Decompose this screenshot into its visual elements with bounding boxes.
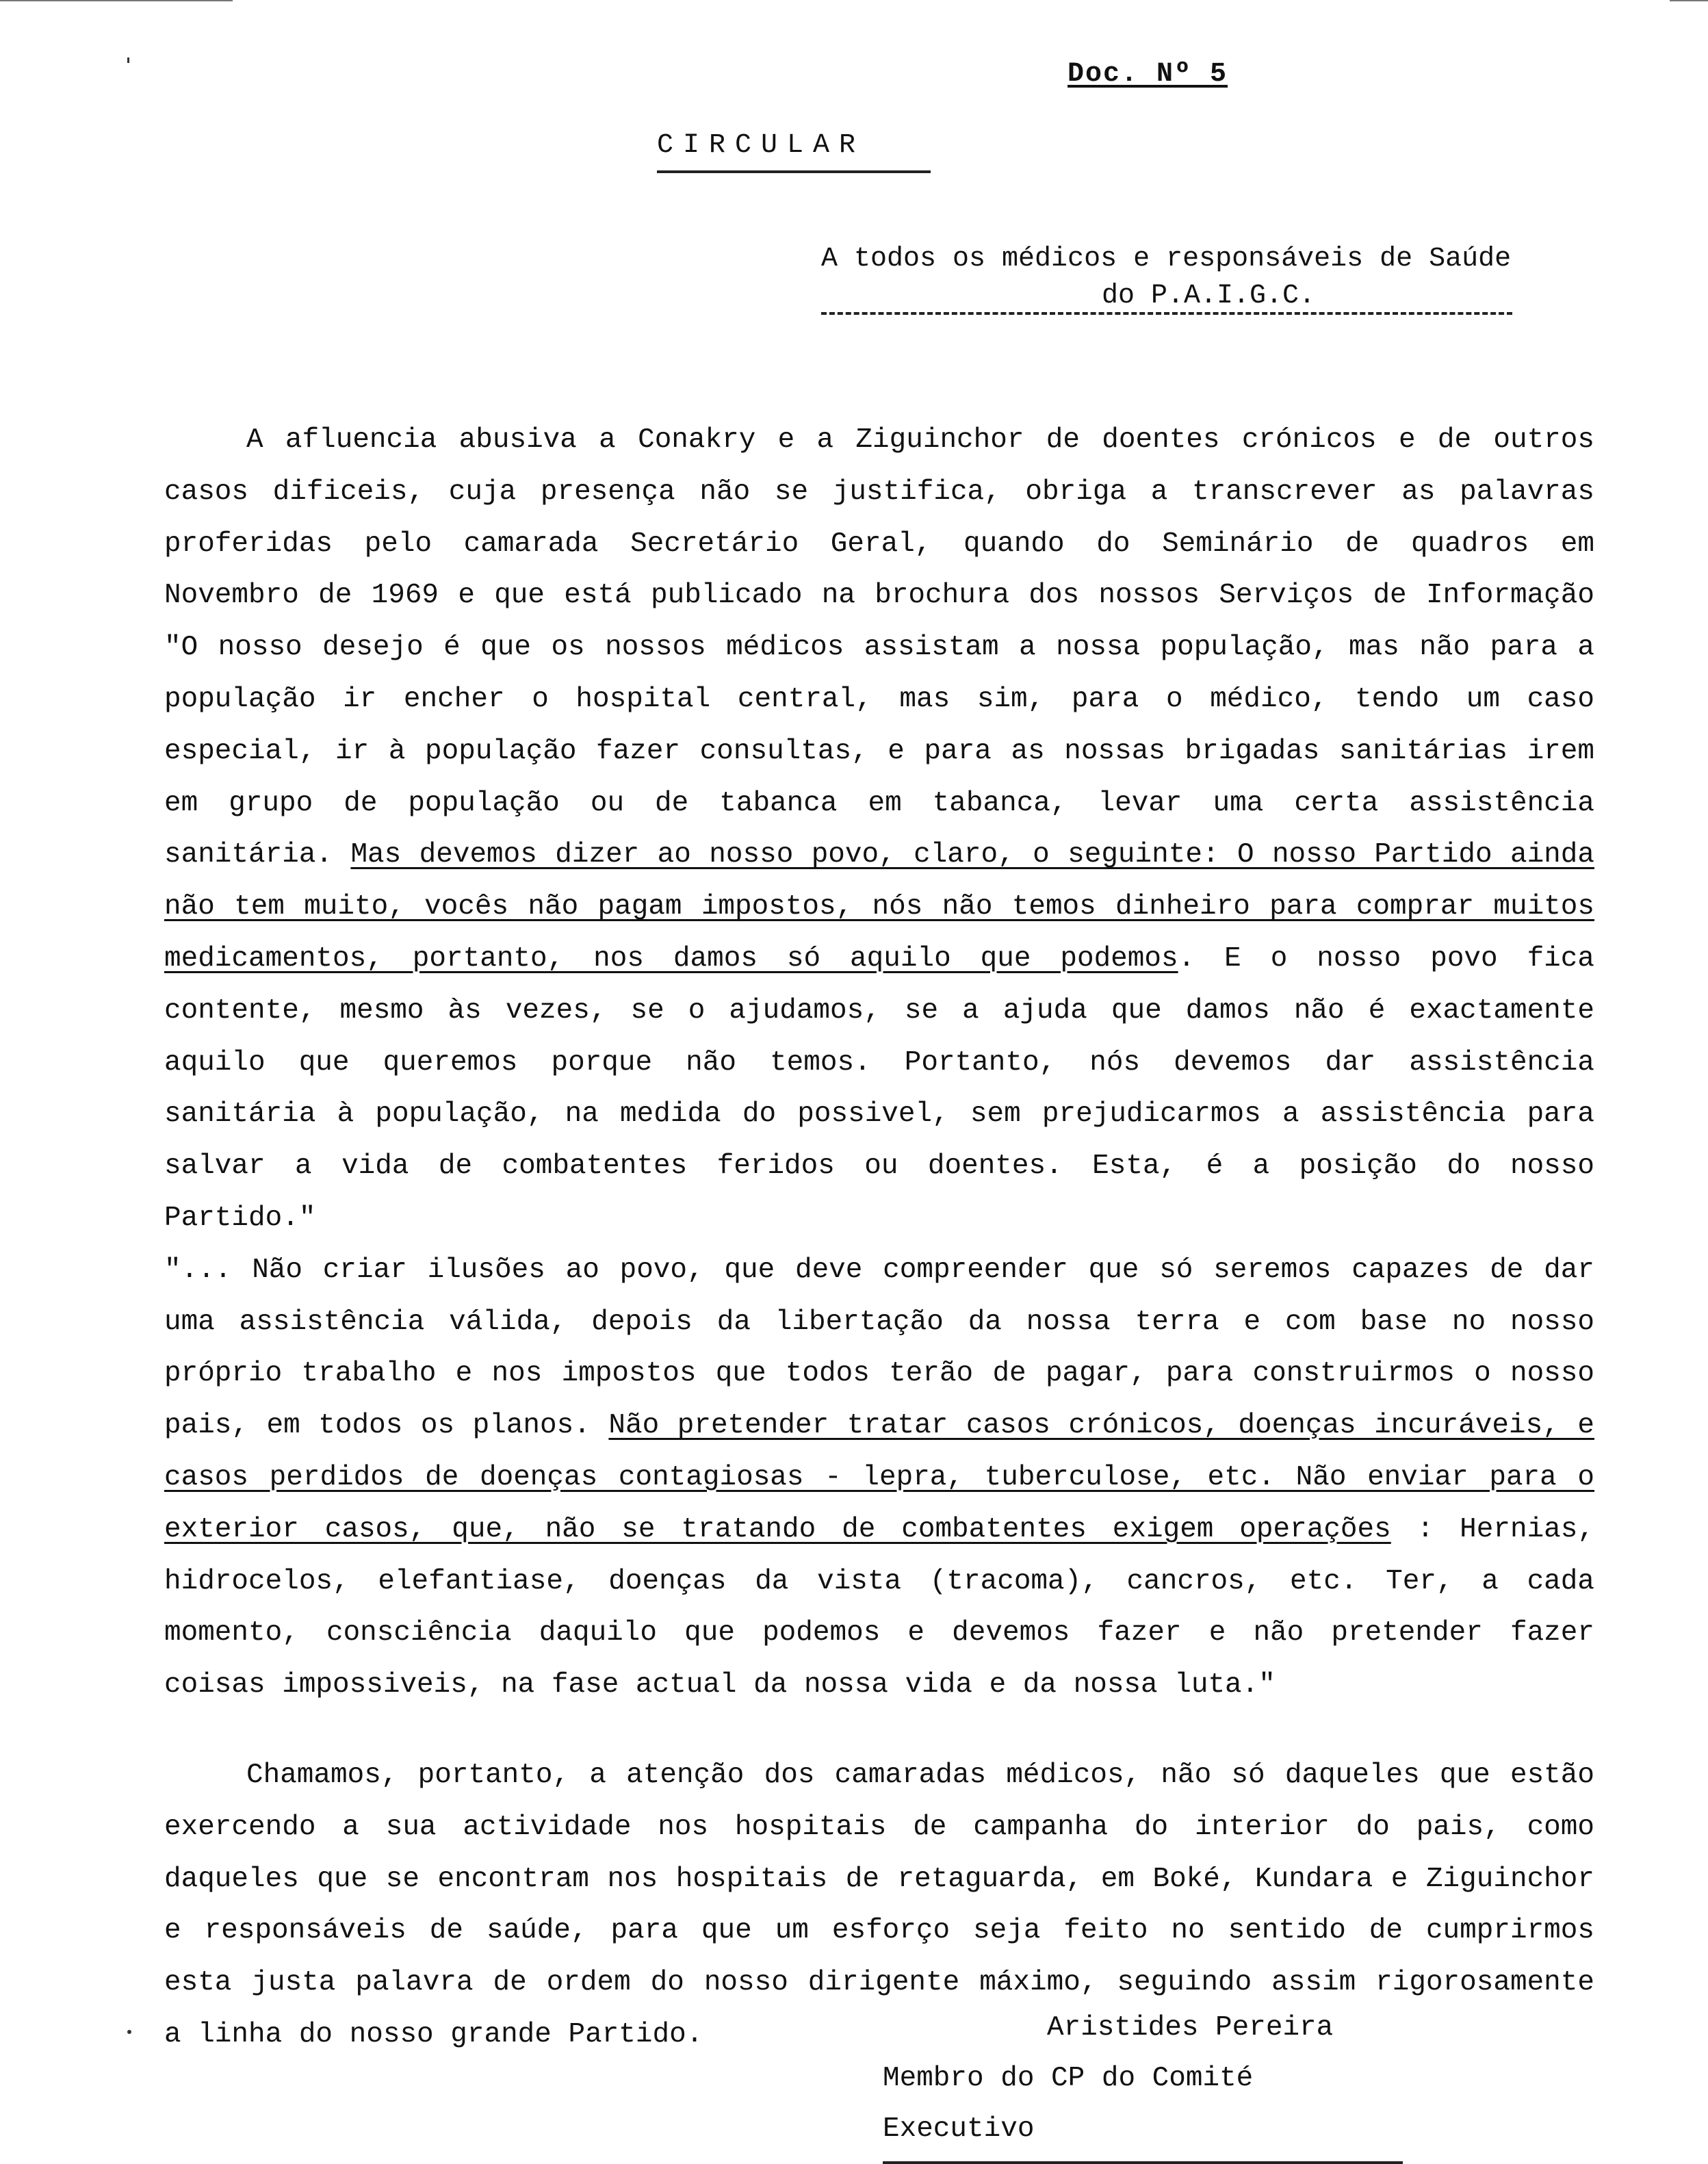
signature-block: [883, 2002, 1430, 2164]
scan-speck-top: [127, 57, 129, 63]
signatory-role: Membro do CP do Comité Executivo: [883, 2053, 1403, 2164]
scan-edge-line-left: [0, 0, 233, 1]
scan-edge-line-right: [1670, 0, 1708, 1]
paragraph-1: [164, 415, 1594, 1245]
recipient-block: [821, 241, 1512, 315]
paragraph-3: Chamamos, portanto, a atenção dos camaradas médicos, não só daqueles que estão exercendo a sua actividade nos hospitais de campanha do interior do pais, como daqueles que se encontram nos hospitais de retaguarda, em Boké, Kundara e Ziguinchor e responsáveis de saúde, para que um esforço seja feito no sentido de cumprirmos esta justa palavra de ordem do nosso dirigente máximo, seguindo assim rigorosamente a linha do nosso grande Partido.: [164, 1759, 1594, 2050]
recipient-line-1: A todos os médicos e responsáveis de Saúde: [821, 244, 1512, 274]
circular-body: [164, 415, 1594, 2061]
document-number: Doc. Nº 5: [1068, 59, 1228, 90]
paragraph-2: [164, 1245, 1594, 1712]
recipient-line-2: do P.A.I.G.C.: [1102, 281, 1316, 311]
scan-speck-bottom: [127, 2030, 131, 2034]
paragraph-1-text-a: A afluencia abusiva a Conakry e a Ziguinchor de doentes crónicos e de outros casos dificeis, cuja presença não se justifica, obriga a transcrever as palavras proferidas pelo camarada Secretário Geral, quando do Seminário de quadros em Novembro de 1969 e que está publicado na brochura dos nossos Serviços de Informação "O nosso desejo é que os nossos médicos assistam a nossa população, mas não para a população ir encher o hospital central, mas sim, para o médico, tendo um caso especial, ir à população fazer consultas, e para as nossas brigadas sanitárias irem em grupo de população ou de tabanca em tabanca, levar uma certa assistência sanitária.: [164, 424, 1594, 871]
paragraph-2-text-b: : Hernias, hidrocelos, elefantiase, doenças da vista (tracoma), cancros, etc. Ter, a cada momento, consciência daquilo que podemos e devemos fazer e não pretender fazer coisas impossiveis, na fase actual da nossa vida e da nossa luta.": [164, 1513, 1594, 1701]
signatory-name: Aristides Pereira: [1047, 2012, 1334, 2044]
paragraph-2-underlined: Não pretender tratar casos crónicos, doenças incuráveis, e casos perdidos de doenças contagiosas - lepra, tuberculose, etc. Não enviar para o exterior casos, que, não se tratando de combatentes exigem operações: [164, 1410, 1594, 1545]
recipient-underline: [821, 312, 1512, 315]
paragraph-1-underlined: Mas devemos dizer ao nosso povo, claro, o seguinte: O nosso Partido ainda não tem muito, vocês não pagam impostos, nós não temos dinheiro para comprar muitos medicamentos, portanto, nos damos só aquilo que podemos: [164, 839, 1594, 975]
paragraph-2-text-a: "... Não criar ilusões ao povo, que deve compreender que só seremos capazes de dar uma assistência válida, depois da libertação da nossa terra e com base no nosso próprio trabalho e nos impostos que todos terão de pagar, para construirmos o nosso pais, em todos os planos.: [164, 1254, 1594, 1442]
document-title: CIRCULAR: [657, 130, 931, 173]
paragraph-1-text-b: . E o nosso povo fica contente, mesmo às vezes, se o ajudamos, se a ajuda que damos não é exactamente aquilo que queremos porque não temos. Portanto, nós devemos dar assistência sanitária à população, na medida do possivel, sem prejudicarmos a assistência para salvar a vida de combatentes feridos ou doentes. Esta, é a posição do nosso Partido.": [164, 942, 1594, 1234]
